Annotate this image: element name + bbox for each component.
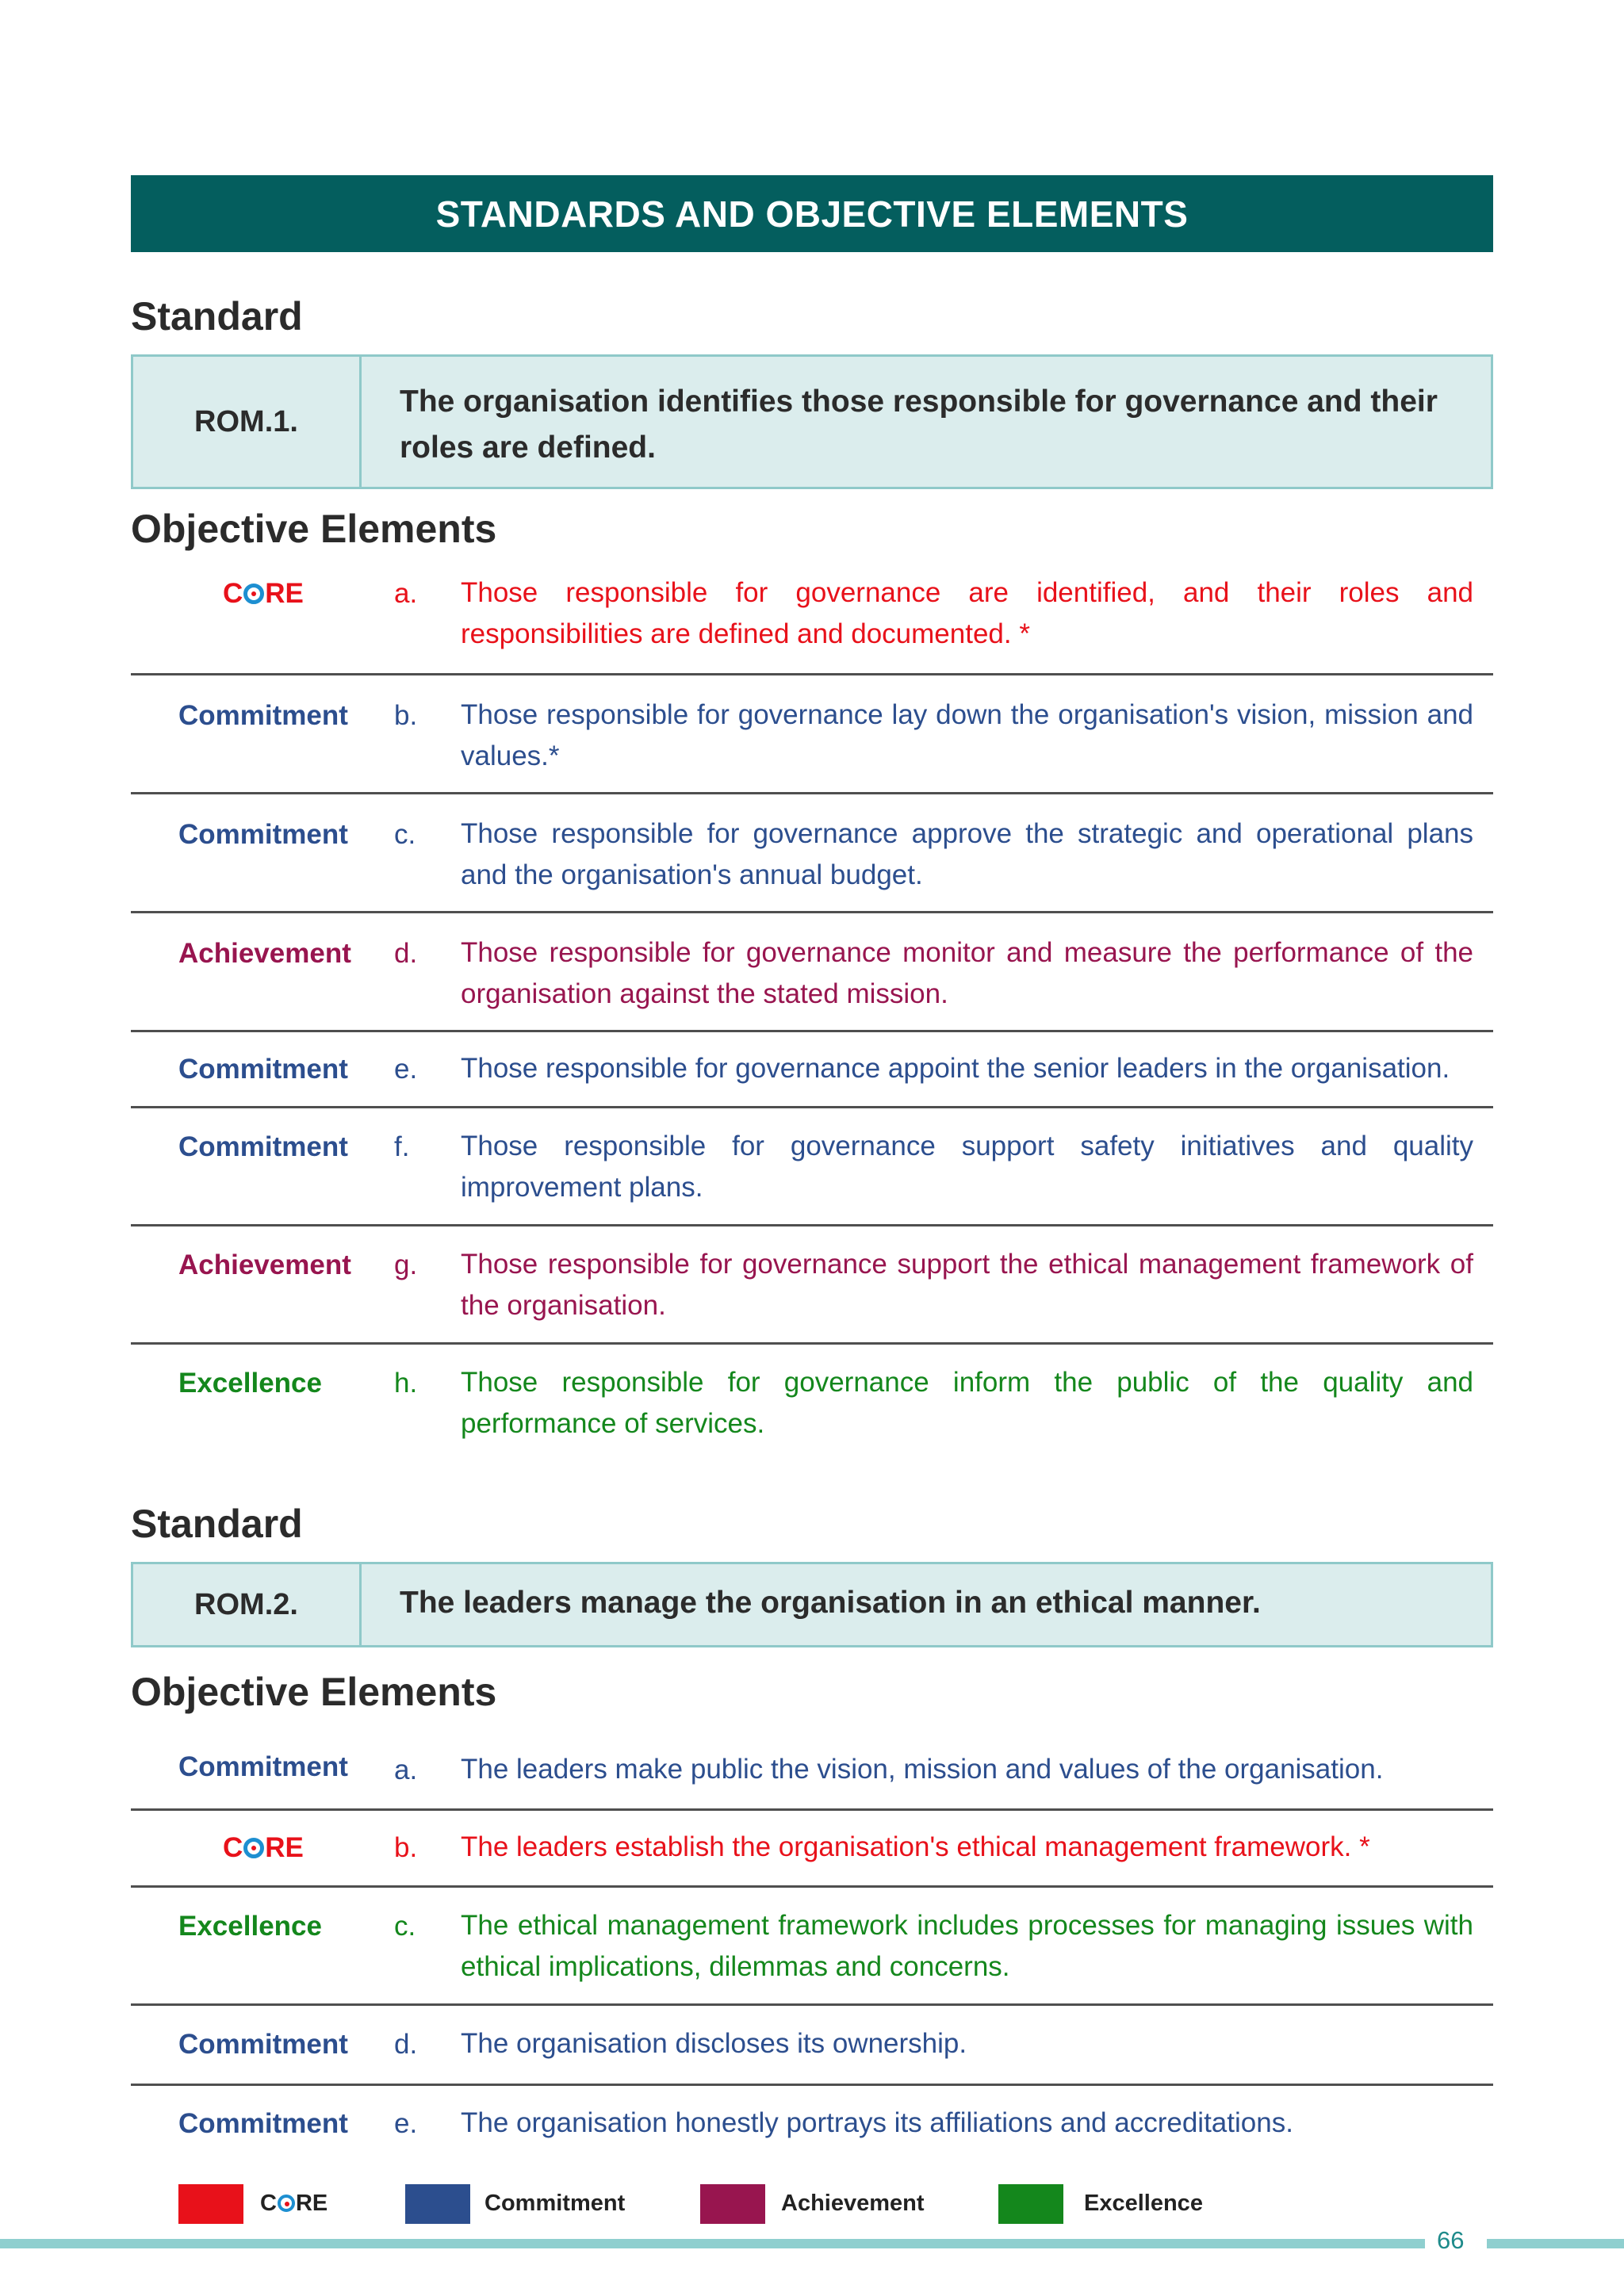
standard-box-rom2	[131, 1562, 1493, 1647]
category-label: Commitment	[178, 819, 348, 850]
legend-label-commitment: Commitment	[485, 2191, 626, 2216]
element-text: Those responsible for governance lay down the organisation's vision, mission and values.*	[461, 699, 1473, 771]
standard-heading-1: Standard	[131, 294, 303, 339]
category-label: Commitment	[178, 2108, 348, 2139]
element-letter: b.	[394, 700, 418, 731]
table-row	[131, 673, 1493, 792]
legend-swatch-excellence	[998, 2184, 1063, 2224]
core-label-c: C	[223, 1832, 243, 1863]
element-text: Those responsible for governance inform the public of the quality and performance of services.	[461, 1367, 1473, 1439]
element-text: Those responsible for governance approve the strategic and operational plans and the organisation's annual budget.	[461, 818, 1473, 890]
element-text: The leaders establish the organisation's ethical management framework. *	[461, 1831, 1370, 1862]
element-letter: b.	[394, 1832, 418, 1863]
element-letter: c.	[394, 819, 416, 850]
footer-rule-right	[1487, 2239, 1624, 2248]
element-letter: c.	[394, 1911, 416, 1942]
table-row	[131, 1030, 1493, 1106]
category-label: Commitment	[178, 1054, 348, 1085]
element-letter: h.	[394, 1368, 418, 1399]
standard-box-rom1	[131, 354, 1493, 489]
element-text: The leaders make public the vision, mission and values of the organisation.	[461, 1754, 1384, 1785]
element-letter: a.	[394, 1755, 418, 1785]
category-label: Commitment	[178, 2029, 348, 2060]
table-row	[131, 1224, 1493, 1342]
table-row	[131, 560, 1493, 673]
category-label: Achievement	[178, 938, 351, 969]
element-text: Those responsible for governance monitor and measure the performance of the organisation against the stated mission.	[461, 937, 1473, 1009]
objective-elements-heading-2: Objective Elements	[131, 1670, 497, 1714]
category-label: Excellence	[178, 1368, 322, 1399]
standard-code: ROM.2.	[133, 1564, 362, 1645]
element-letter: d.	[394, 938, 418, 969]
element-text: The ethical management framework includes processes for managing issues with ethical implications, dilemmas and concerns.	[461, 1910, 1473, 1982]
core-label-c: C	[260, 2191, 277, 2216]
legend-label-core	[260, 2191, 327, 2217]
category-label: Excellence	[178, 1911, 322, 1942]
table-row	[131, 911, 1493, 1030]
core-target-icon	[278, 2195, 295, 2212]
section-banner: STANDARDS AND OBJECTIVE ELEMENTS	[131, 175, 1493, 252]
standard-text: The leaders manage the organisation in an ethical manner.	[400, 1586, 1261, 1620]
category-label: Commitment	[178, 1751, 348, 1782]
table-row	[131, 2084, 1493, 2163]
category-label: Achievement	[178, 1249, 351, 1280]
element-text: The organisation discloses its ownership.	[461, 2028, 967, 2059]
element-letter: f.	[394, 1131, 410, 1162]
element-letter: g.	[394, 1249, 418, 1280]
element-letter: a.	[394, 578, 418, 609]
objective-elements-table-1	[131, 560, 1493, 1453]
core-label-re: RE	[265, 578, 304, 609]
core-label-re: RE	[295, 2191, 328, 2216]
table-row	[131, 1730, 1493, 1808]
category-label: Commitment	[178, 1131, 348, 1162]
element-letter: d.	[394, 2029, 418, 2060]
standard-heading-2: Standard	[131, 1502, 303, 1546]
legend-label-achievement: Achievement	[781, 2191, 925, 2216]
legend-swatch-achievement	[700, 2184, 765, 2224]
table-row	[131, 1106, 1493, 1224]
element-text: Those responsible for governance support the ethical management framework of the organisation.	[461, 1249, 1473, 1321]
table-row	[131, 1808, 1493, 1885]
standard-text: The organisation identifies those responsible for governance and their roles are defined.	[400, 385, 1438, 465]
core-label-c: C	[223, 578, 243, 609]
core-label	[223, 578, 304, 610]
objective-elements-table-2	[131, 1730, 1493, 2163]
core-label	[223, 1832, 304, 1864]
legend-label-excellence: Excellence	[1084, 2191, 1203, 2216]
table-row	[131, 2003, 1493, 2084]
standard-code: ROM.1.	[133, 357, 362, 487]
element-letter: e.	[394, 2108, 418, 2139]
footer-rule-left	[0, 2239, 1425, 2248]
core-target-icon	[243, 1838, 264, 1858]
table-row	[131, 792, 1493, 911]
core-label-re: RE	[265, 1832, 304, 1863]
table-row	[131, 1342, 1493, 1453]
table-row	[131, 1885, 1493, 2003]
category-legend	[178, 2184, 1368, 2224]
element-text: Those responsible for governance support safety initiatives and quality improvement plans.	[461, 1131, 1473, 1203]
legend-swatch-core	[178, 2184, 243, 2224]
page-number: 66	[1437, 2226, 1465, 2254]
element-text: Those responsible for governance appoint the senior leaders in the organisation.	[461, 1053, 1450, 1084]
element-letter: e.	[394, 1054, 418, 1085]
objective-elements-heading-1: Objective Elements	[131, 507, 497, 551]
core-target-icon	[243, 584, 264, 604]
element-text: The organisation honestly portrays its affiliations and accreditations.	[461, 2107, 1293, 2138]
category-label: Commitment	[178, 700, 348, 731]
legend-swatch-commitment	[405, 2184, 470, 2224]
element-text: Those responsible for governance are identified, and their roles and responsibilities are defined and documented. *	[461, 577, 1473, 649]
